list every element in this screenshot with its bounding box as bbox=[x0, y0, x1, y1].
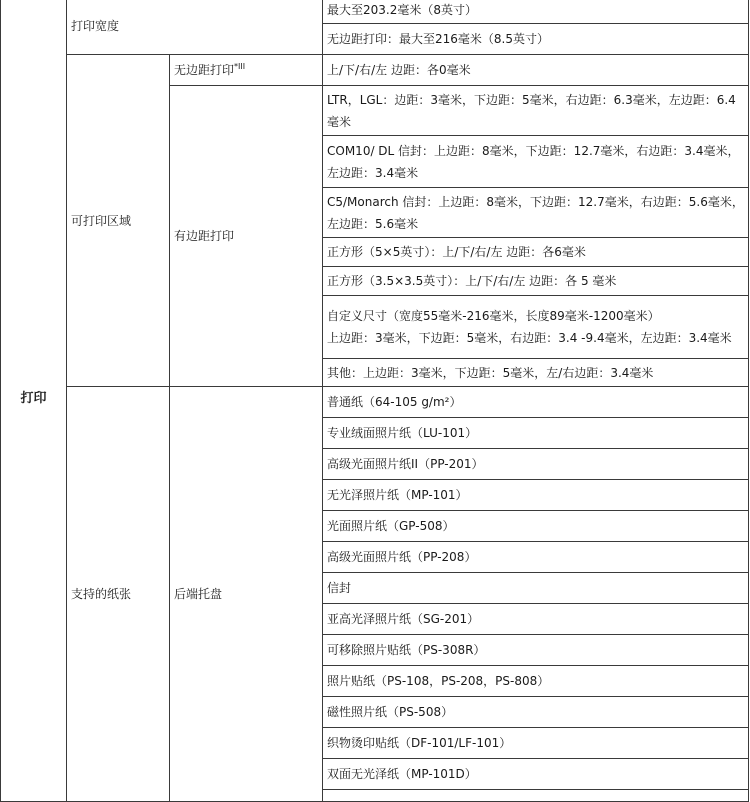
print-width-value: 最大至203.2毫米（8英寸） bbox=[323, 0, 749, 24]
borderless-margin-value: 上/下/右/左 边距：各0毫米 bbox=[323, 55, 749, 86]
bordered-print-label: 有边距打印 bbox=[170, 86, 323, 387]
borderless-print-label: 无边距打印$^{*III}$ bbox=[170, 55, 323, 86]
section-title: 打印 bbox=[1, 0, 67, 802]
paper-item: 双面无光泽纸（MP-101D） bbox=[323, 759, 749, 790]
bordered-margin-value: COM10/ DL 信封：上边距：8毫米，下边距：12.7毫米，右边距：3.4毫米，左边距：3.4毫米 bbox=[323, 136, 749, 188]
bordered-margin-value bbox=[323, 296, 749, 359]
paper-item: 亚高光泽照片纸（SG-201） bbox=[323, 604, 749, 635]
paper-item: 织物烫印贴纸（DF-101/LF-101） bbox=[323, 728, 749, 759]
bordered-margin-value: C5/Monarch 信封：上边距：8毫米，下边距：12.7毫米，右边距：5.6毫米，左边距：5.6毫米 bbox=[323, 188, 749, 238]
custom-size-line: 自定义尺寸（宽度55毫米-216毫米，长度89毫米-1200毫米） bbox=[327, 309, 660, 323]
bordered-margin-value: 其他：上边距：3毫米，下边距：5毫米，左/右边距：3.4毫米 bbox=[323, 359, 749, 387]
paper-item: 光面照片纸（GP-508） bbox=[323, 511, 749, 542]
paper-item: 可移除照片贴纸（PS-308R） bbox=[323, 635, 749, 666]
paper-item: 高级光面照片纸II（PP-201） bbox=[323, 449, 749, 480]
print-width-label: 打印宽度 bbox=[67, 0, 323, 55]
paper-item: 普通纸（64-105 g/m²） bbox=[323, 387, 749, 418]
paper-item: 无光泽照片纸（MP-101） bbox=[323, 480, 749, 511]
paper-item: 高级光面照片纸（PP-208） bbox=[323, 542, 749, 573]
paper-item: 专业绒面照片纸（LU-101） bbox=[323, 418, 749, 449]
printable-area-label: 可打印区域 bbox=[67, 55, 170, 387]
rear-tray-label: 后端托盘 bbox=[170, 387, 323, 802]
bordered-margin-value: LTR，LGL：边距：3毫米，下边距：5毫米，右边距：6.3毫米，左边距：6.4毫米 bbox=[323, 86, 749, 136]
paper-item: 信封 bbox=[323, 573, 749, 604]
supported-paper-label: 支持的纸张 bbox=[67, 387, 170, 802]
bordered-margin-value: 正方形（5×5英寸）：上/下/右/左 边距：各6毫米 bbox=[323, 238, 749, 267]
print-width-value: 无边距打印：最大至216毫米（8.5英寸） bbox=[323, 24, 749, 55]
paper-item-continued bbox=[323, 790, 749, 802]
footnote-marker: *III bbox=[234, 62, 246, 71]
paper-item: 照片贴纸（PS-108，PS-208，PS-808） bbox=[323, 666, 749, 697]
paper-item: 磁性照片纸（PS-508） bbox=[323, 697, 749, 728]
custom-margin-line: 上边距：3毫米，下边距：5毫米，右边距：3.4 -9.4毫米，左边距：3.4毫米 bbox=[327, 331, 732, 345]
bordered-margin-value: 正方形（3.5×3.5英寸）：上/下/右/左 边距：各 5 毫米 bbox=[323, 267, 749, 296]
